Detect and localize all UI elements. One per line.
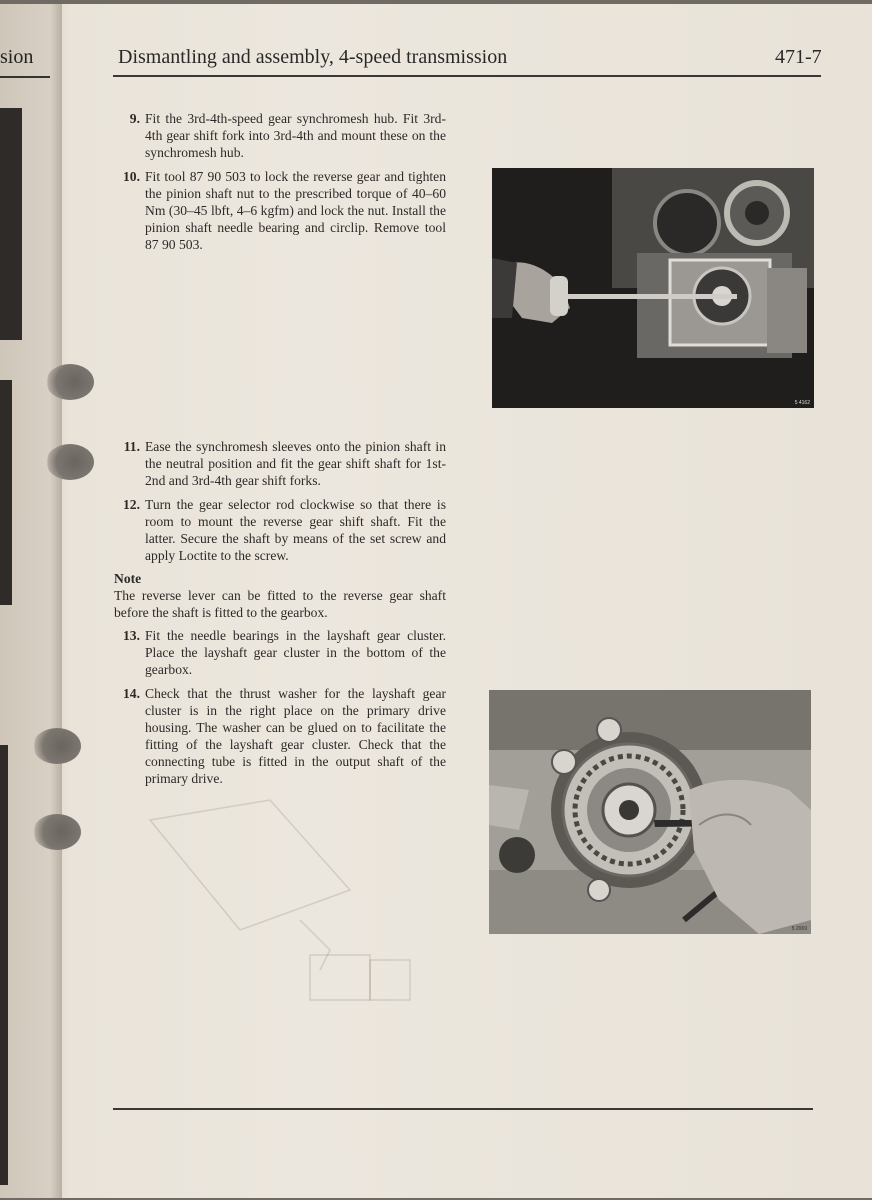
step-number: 10. (123, 169, 140, 184)
step-text: Check that the thrust washer for the layshaft gear cluster is in the right place on the primary drive housing. The washer can be glued on to facilitate the fitting of the layshaft gear cluster. Check that the connecting tube is fitted in the output shaft of the primary drive. (145, 686, 446, 786)
step-number: 9. (129, 111, 140, 126)
photo-id-label: 5 4162 (794, 400, 810, 406)
note-text: The reverse lever can be fitted to the reverse gear shaft before the shaft is fitted to the gearbox. (114, 588, 446, 620)
step-text: Fit the 3rd-4th-speed gear synchromesh hub. Fit 3rd-4th gear shift fork into 3rd-4th and mount these on the synchromesh hub. (145, 111, 446, 160)
photo-gear-cluster (489, 690, 811, 934)
footer-rule (113, 1108, 813, 1110)
step-text: Fit tool 87 90 503 to lock the reverse gear and tighten the pinion shaft nut to the prescribed torque of 40–60 Nm (30–45 lbft, 4–6 kgfm) and lock the nut. Install the pinion shaft needle bearing and circlip. Remove tool 87 90 503. (145, 169, 446, 252)
step-number: 13. (123, 628, 140, 643)
step-13 (114, 627, 446, 678)
previous-page-photo-3 (0, 745, 8, 1185)
page-number: 471-7 (775, 46, 822, 68)
steps-mid (114, 438, 446, 787)
binder-hole (46, 364, 94, 400)
binder-hole (46, 444, 94, 480)
header-rule (113, 75, 821, 77)
step-number: 11. (123, 439, 140, 454)
step-text: Fit the needle bearings in the layshaft gear cluster. Place the layshaft gear cluster in the bottom of the gearbox. (145, 628, 446, 677)
previous-page-photo-2 (0, 380, 12, 605)
step-9 (114, 110, 446, 161)
photo-torque-wrench (492, 168, 814, 408)
step-text: Ease the synchromesh sleeves onto the pinion shaft in the neutral position and fit the gear shift shaft for 1st-2nd and 3rd-4th gear shift forks. (145, 439, 446, 488)
binder-hole (33, 728, 81, 764)
torque-wrench-illustration (492, 168, 814, 408)
step-11 (114, 438, 446, 489)
step-14 (114, 685, 446, 787)
page-title: Dismantling and assembly, 4-speed transmission (118, 46, 508, 68)
step-number: 14. (123, 686, 140, 701)
binder-hole (33, 814, 81, 850)
note-block (114, 570, 446, 621)
step-12 (114, 496, 446, 564)
bleed-through-illustration (120, 780, 430, 1040)
step-text: Turn the gear selector rod clockwise so that there is room to mount the reverse gear shift shaft. Fit the latter. Secure the shaft by means of the set screw and apply Loctite to the screw. (145, 497, 446, 563)
photo-id-label: 5 2069 (791, 926, 807, 932)
steps-top (114, 110, 446, 253)
gear-cluster-illustration (489, 690, 811, 934)
previous-page-header: sion (0, 46, 34, 68)
step-10 (114, 168, 446, 253)
previous-page-rule (0, 76, 50, 78)
step-number: 12. (123, 497, 140, 512)
note-title: Note (114, 571, 142, 586)
previous-page-photo-1 (0, 108, 22, 340)
